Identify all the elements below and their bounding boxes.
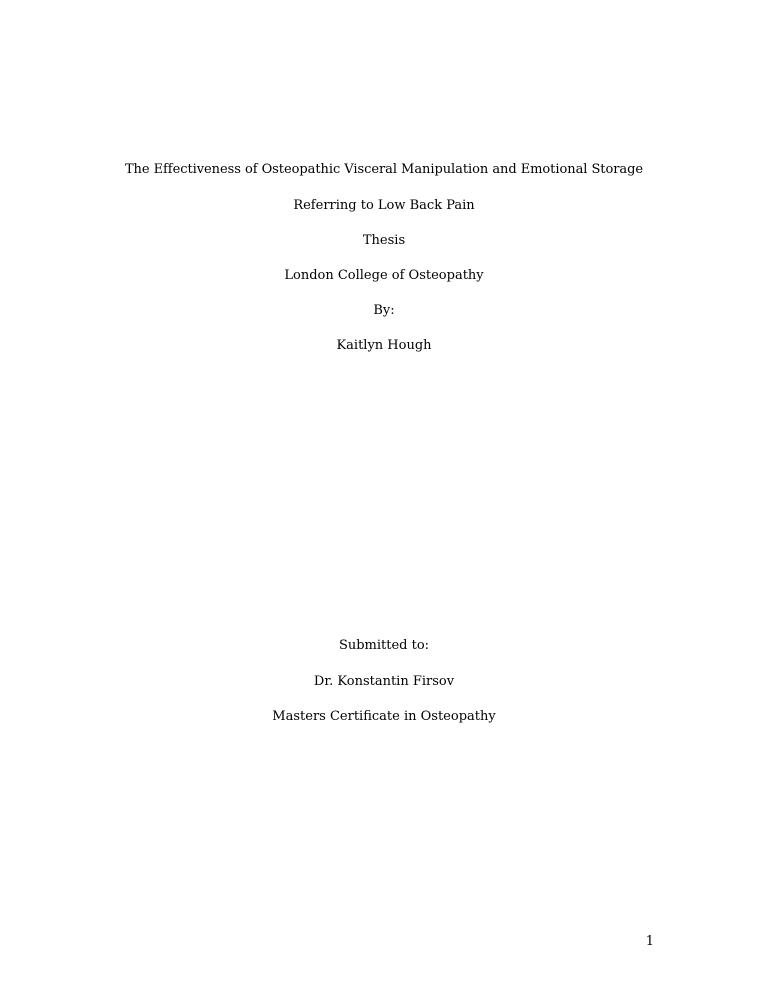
- supervisor-name: Dr. Konstantin Firsov: [313, 674, 455, 689]
- author-name: Kaitlyn Hough: [336, 338, 432, 353]
- institution-name: London College of Osteopathy: [284, 268, 484, 283]
- document-type: Thesis: [362, 233, 406, 248]
- thesis-title-line-2: Referring to Low Back Pain: [293, 198, 475, 213]
- submitted-to-label: Submitted to:: [338, 638, 430, 653]
- program-name: Masters Certificate in Osteopathy: [272, 709, 496, 724]
- by-label: By:: [373, 303, 395, 318]
- thesis-title-line-1: The Effectiveness of Osteopathic Visceral Manipulation and Emotional Storage: [124, 162, 644, 177]
- page-number: 1: [645, 934, 654, 949]
